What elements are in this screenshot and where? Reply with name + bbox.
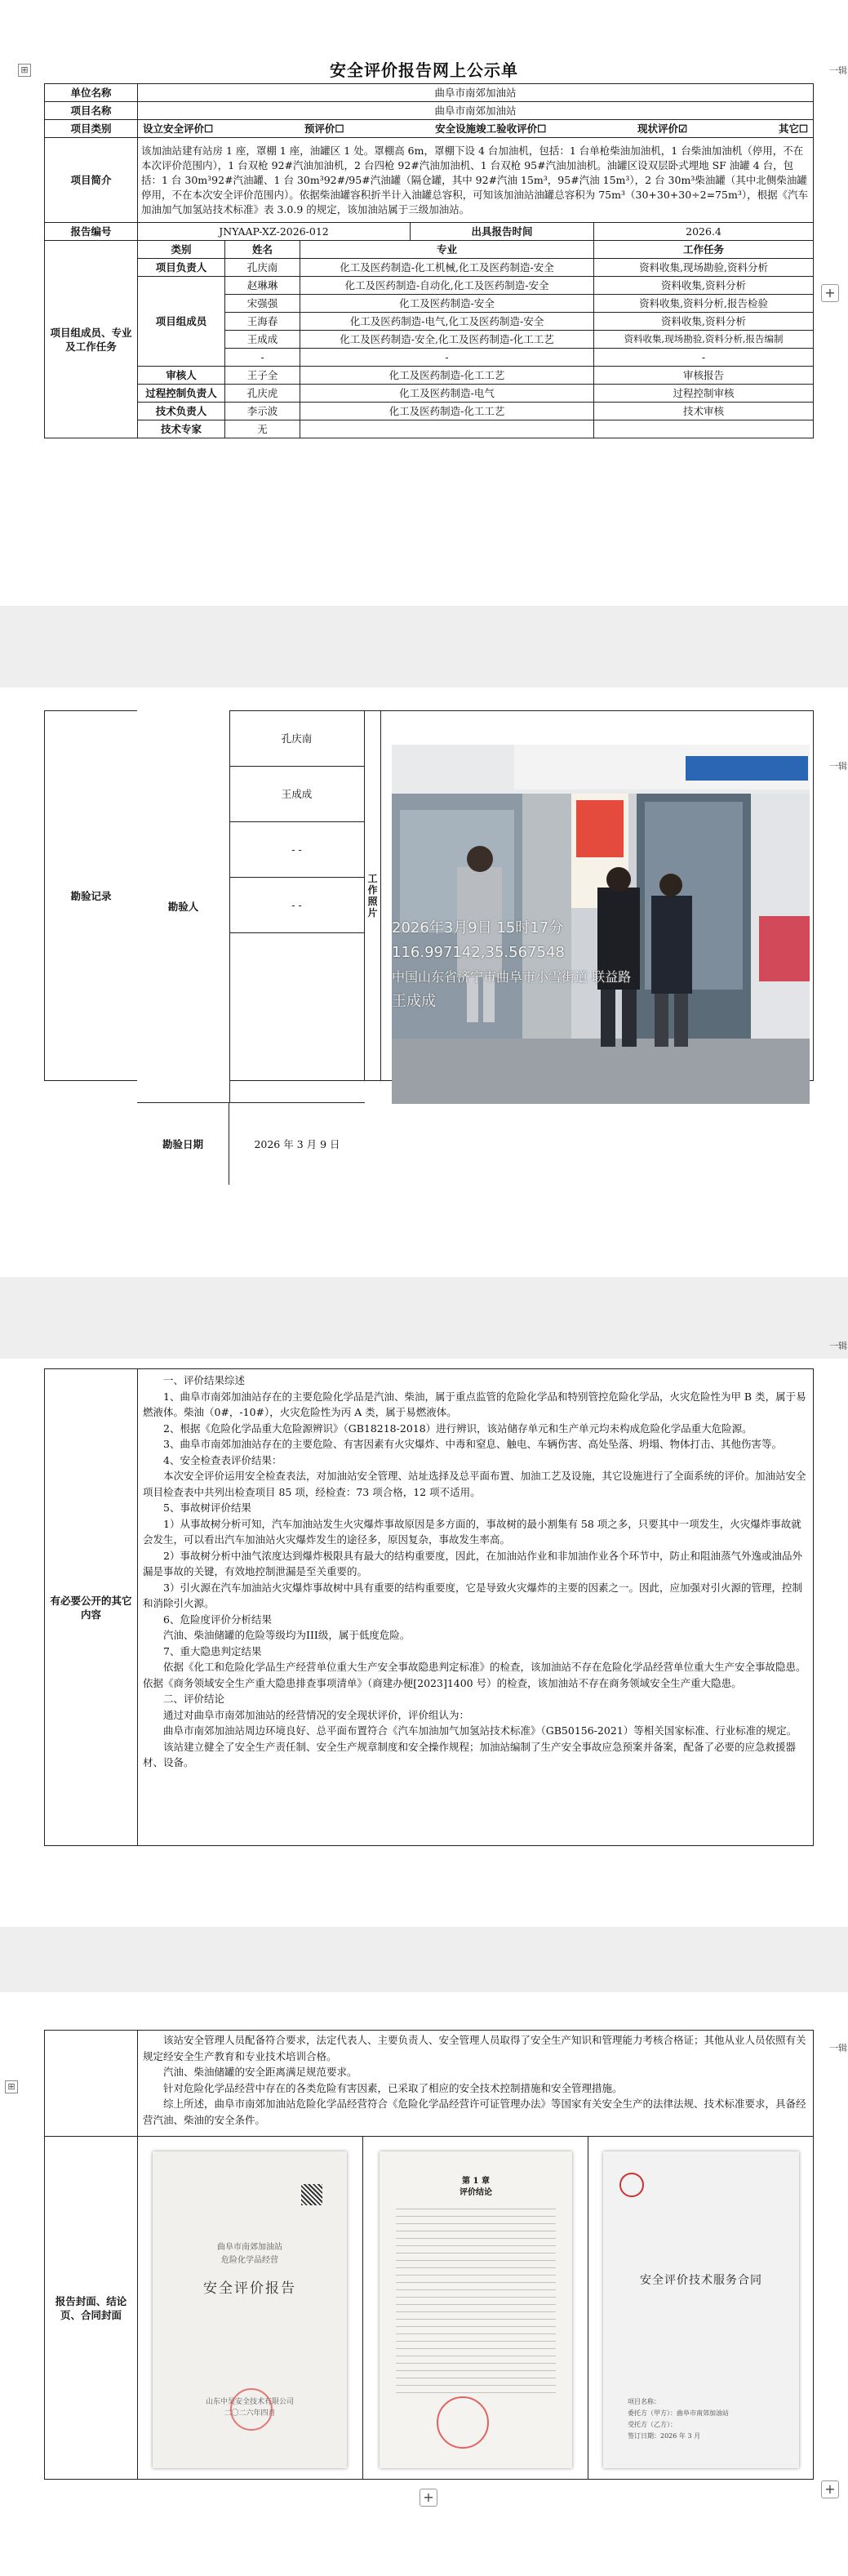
cover-date: 二〇二六年四月: [224, 2409, 276, 2418]
team-row-major: [300, 420, 594, 438]
content-paragraph: 综上所述，曲阜市南郊加油站危险化学品经营符合《危险化学品经营许可证管理办法》等国家有关安全生产的法律法规、技术标准要求，具备经营汽油、柴油的安全条件。: [143, 2098, 806, 2126]
page-title: 安全评价报告网上公示单: [330, 60, 518, 80]
team-row-task: [594, 420, 814, 438]
conclusion-page-image: [380, 2151, 572, 2468]
team-row-category: 项目负责人: [138, 259, 225, 277]
content-paragraph: 2、根据《危险化学品重大危险源辨识》（GB18218-2018）进行辨识，该站储存单元和生产单元均未构成危险化学品重大危险源。: [163, 1421, 753, 1435]
team-row-category: 技术负责人: [138, 403, 225, 420]
team-row-major: 化工及医药制造-安全: [300, 295, 594, 313]
team-header: 专业: [300, 241, 594, 259]
add-column-button[interactable]: +: [821, 2480, 839, 2498]
project-label: 项目名称: [45, 102, 138, 120]
page-separator: [0, 1927, 848, 1992]
team-row-category: 审核人: [138, 367, 225, 385]
category-option[interactable]: 设立安全评价☐: [143, 122, 214, 135]
team-header: 类别: [138, 241, 225, 259]
team-row-task: 资料收集,现场勘验,资料分析,报告编制: [594, 331, 814, 349]
team-header: 工作任务: [594, 241, 814, 259]
seal-icon: [230, 2388, 273, 2431]
surveyor-name: - -: [229, 822, 365, 878]
category-option[interactable]: 预评价☐: [304, 122, 344, 135]
team-row-name: 王成成: [225, 331, 300, 349]
table-move-handle[interactable]: ⊞: [5, 2080, 18, 2093]
conclusion-body: [138, 2031, 814, 2137]
team-row-category: 项目组成员: [138, 277, 225, 367]
contract-cover-cell: [588, 2137, 814, 2480]
report-date-label: 出具报告时间: [411, 223, 594, 241]
unit-label: 单位名称: [45, 84, 138, 102]
work-photo-label: 工作照片: [365, 711, 381, 1081]
survey-record-label: 勘验记录: [45, 711, 138, 1081]
team-row-name: 李示波: [225, 403, 300, 420]
edge-mark: 一辑: [829, 761, 847, 772]
content-paragraph: 该站安全管理人员配备符合要求，法定代表人、主要负责人、安全管理人员取得了安全生产知识和管理能力考核合格证；其他从业人员依照有关规定经安全生产教育和专业技术培训合格。: [143, 2034, 806, 2062]
edge-mark: 一辑: [829, 2043, 847, 2053]
chapter-number: 第 1 章: [462, 2177, 490, 2186]
unit-value: 曲阜市南郊加油站: [138, 84, 814, 102]
team-row-major: -: [300, 349, 594, 367]
team-row-major: 化工及医药制造-化工机械,化工及医药制造-安全: [300, 259, 594, 277]
category-options: [138, 120, 814, 138]
contract-field: 签订日期：2026 年 3 月: [628, 2432, 701, 2440]
content-paragraph: 该站建立健全了安全生产责任制、安全生产规章制度和安全操作规程；加油站编制了生产安全事故应急预案并备案，配备了必要的应急救援器材、设备。: [143, 1740, 797, 1768]
team-row-category: 过程控制负责人: [138, 385, 225, 403]
cover-subtitle: 危险化学品经营: [221, 2256, 278, 2265]
other-content-table: [44, 1368, 814, 1846]
team-row-name: 孔庆虎: [225, 385, 300, 403]
team-row-task: -: [594, 349, 814, 367]
add-row-button[interactable]: +: [821, 284, 839, 302]
team-label: 项目组成员、专业及工作任务: [45, 241, 138, 438]
report-no-value: JNYAAP-XZ-2026-012: [138, 223, 411, 241]
content-paragraph: 依据《化工和危险化学品生产经营单位重大生产安全事故隐患判定标准》的检查，该加油站不存在危险化学品经营单位重大生产安全事故隐患。依据《商务领域安全生产重大隐患排查事项清单》（商建办便[2023]1400 号）的检查，该加油站不存在商务领域安全生产重大隐患。: [143, 1661, 806, 1689]
report-cover-cell: [138, 2137, 363, 2480]
cover-title: 安全评价报告: [203, 2280, 296, 2297]
brief-text: 该加油站建有站房 1 座，罩棚 1 座，油罐区 1 处。罩棚高 6m，罩棚下设 4 台加油机，包括：1 台单枪柴油加油机，1 台柴油加油机（停用，不在本次评价范围内），1 台双枪 92#汽油加油机，2 台四枪 92#汽油加油机、1 台双枪 95#汽油加油机。油罐区设双层卧式埋地 SF 油罐 4 台，包括：1 台 30m³92#汽油罐、1 台 30m³92#/95#汽油罐（隔仓罐，其中 92#汽油 15m³，95#汽油 15m³），2 台 30m³柴油罐（其中北侧柴油罐停用，不在本次安全评价范围内）。依据柴油罐容积折半计入油罐总容积，可知该加油站油罐总容积为 75m³（30+30+30÷2=75m³），根据《汽车加油加气加氢站技术标准》表 3.0.9 的规定，该加油站属于三级加油站。: [138, 138, 814, 223]
team-row-major: 化工及医药制造-化工工艺: [300, 367, 594, 385]
team-row-name: 赵琳琳: [225, 277, 300, 295]
photo-timestamp: 2026年3月9日 15时17分: [392, 919, 564, 937]
team-row-major: 化工及医药制造-安全,化工及医药制造-化工工艺: [300, 331, 594, 349]
content-paragraph: 1）从事故树分析可知，汽车加油站发生火灾爆炸事故原因是多方面的，事故树的最小割集有 58 项之多，只要其中一项发生，火灾爆炸事故就会发生，可以看出汽车加油站火灾爆炸发生的途径多，原因复杂，事故发生率高。: [143, 1517, 801, 1546]
cover-table: [44, 2030, 814, 2480]
team-row-task: 资料收集,资料分析: [594, 277, 814, 295]
work-photo: [392, 745, 810, 1104]
category-label: 项目类别: [45, 120, 138, 138]
team-row-name: 孔庆南: [225, 259, 300, 277]
edge-mark: 一辑: [829, 65, 847, 76]
content-paragraph: 一、评价结果综述: [163, 1374, 246, 1386]
contract-field: 项目名称：: [628, 2398, 660, 2405]
content-paragraph: 2）事故树分析中油气浓度达到爆炸极限具有最大的结构重要度，因此，在加油站作业和非加油作业各个环节中，防止和阻油蒸气外逸或油品外漏是事故的关键，有效地控制泄漏是至关重要的。: [143, 1549, 802, 1577]
page-separator: [0, 606, 848, 687]
add-row-button[interactable]: +: [420, 2489, 437, 2507]
team-row-name: -: [225, 349, 300, 367]
content-paragraph: 本次安全评价运用安全检查表法，对加油站安全管理、站址选择及总平面布置、加油工艺及设施，其它设施进行了全面系统的评价。加油站安全项目检查表中共列出检查项目 85 项，经检查：73 项合格，12 项不适用。: [143, 1470, 806, 1498]
team-row-name: 无: [225, 420, 300, 438]
content-paragraph: 1、曲阜市南郊加油站存在的主要危险化学品是汽油、柴油，属于重点监管的危险化学品和特别管控危险化学品，火灾危险性为甲 B 类，属于易燃液体。柴油（0#，-10#），火灾危险性为丙 A 类，属于易燃液体。: [143, 1390, 806, 1418]
surveyor-name: 孔庆南: [229, 711, 365, 767]
report-no-label: 报告编号: [45, 223, 138, 241]
team-row-category: 技术专家: [138, 420, 225, 438]
content-paragraph: 3）引火源在汽车加油站火灾爆炸事故树中具有重要的结构重要度，它是导致火灾爆炸的主要的因素之一。因此，应加强对引火源的管理，控制和消除引火源。: [143, 1581, 802, 1609]
edge-mark: 一辑: [829, 1341, 847, 1351]
project-value: 曲阜市南郊加油站: [138, 102, 814, 120]
content-paragraph: 7、重大隐患判定结果: [163, 1644, 262, 1657]
content-paragraph: 6、危险度评价分析结果: [163, 1613, 272, 1626]
contract-field: 委托方（甲方）：曲阜市南郊加油站: [628, 2409, 729, 2417]
brief-label: 项目简介: [45, 138, 138, 223]
photo-location: 中国山东省济宁市曲阜市小雪街道 联益路: [392, 969, 632, 985]
cover-subtitle: 曲阜市南郊加油站: [217, 2243, 282, 2252]
seal-icon: [437, 2396, 489, 2449]
survey-date-value: 2026 年 3 月 9 日: [254, 1138, 340, 1150]
team-row-name: 王海春: [225, 313, 300, 331]
disclosure-table: [44, 83, 814, 438]
team-row-major: 化工及医药制造-电气: [300, 385, 594, 403]
table-move-handle[interactable]: ⊞: [18, 64, 31, 77]
report-cover-image: [153, 2151, 347, 2468]
content-paragraph: 汽油、柴油储罐的安全距离满足规范要求。: [163, 2066, 357, 2078]
cover-label: 报告封面、结论页、合同封面: [45, 2137, 138, 2480]
content-paragraph: 5、事故树评价结果: [163, 1502, 251, 1514]
team-row-task: 审核报告: [594, 367, 814, 385]
team-row-name: 宋强强: [225, 295, 300, 313]
category-option[interactable]: 其它☐: [778, 122, 809, 135]
qr-code-icon: [301, 2184, 322, 2205]
category-option[interactable]: 现状评价☑: [637, 122, 688, 135]
team-row-major: 化工及医药制造-化工工艺: [300, 403, 594, 420]
team-row-name: 王子全: [225, 367, 300, 385]
content-paragraph: 汽油、柴油储罐的危险等级均为III级，属于低度危险。: [163, 1629, 411, 1641]
chapter-title: 评价结论: [460, 2188, 492, 2197]
content-paragraph: 针对危险化学品经营中存在的各类危险有害因素，已采取了相应的安全技术控制措施和安全管理措施。: [163, 2081, 623, 2094]
team-row-task: 技术审核: [594, 403, 814, 420]
cover-company: 山东中昊安全技术有限公司: [205, 2398, 294, 2406]
emblem-icon: [619, 2173, 644, 2197]
surveyor-name: - -: [229, 878, 365, 933]
surveyor-label-block: 勘验人: [137, 710, 230, 1102]
surveyor-name: 王成成: [229, 767, 365, 822]
contract-field: 受托方（乙方）：: [628, 2421, 677, 2428]
category-option[interactable]: 安全设施竣工验收评价☐: [435, 122, 547, 135]
other-content-body: [138, 1369, 814, 1846]
contract-title: 安全评价技术服务合同: [640, 2274, 762, 2287]
contract-cover-image: [603, 2151, 799, 2468]
team-row-task: 资料收集,资料分析,报告检验: [594, 295, 814, 313]
team-row-major: 化工及医药制造-电气,化工及医药制造-安全: [300, 313, 594, 331]
content-paragraph: 二、评价结论: [163, 1693, 225, 1705]
photo-author: 王成成: [392, 993, 436, 1010]
report-date-value: 2026.4: [594, 223, 814, 241]
team-header: 姓名: [225, 241, 300, 259]
team-row-task: 资料收集,资料分析: [594, 313, 814, 331]
survey-date-label: 勘验日期: [137, 1103, 229, 1185]
team-row-major: 化工及医药制造-自动化,化工及医药制造-安全: [300, 277, 594, 295]
other-content-label: 有必要公开的其它内容: [45, 1369, 138, 1846]
page-separator: [0, 1277, 848, 1359]
survey-date-row: [137, 1102, 365, 1185]
content-paragraph: 4、安全检查表评价结果：: [163, 1453, 282, 1466]
team-row-task: 过程控制审核: [594, 385, 814, 403]
content-paragraph: 3、曲阜市南郊加油站存在的主要危险、有害因素有火灾爆炸、中毒和窒息、触电、车辆伤害、高处坠落、坍塌、物体打击、其他伤害等。: [163, 1438, 782, 1450]
content-paragraph: 通过对曲阜市南郊加油站的经营情况的安全现状评价，评价组认为：: [163, 1708, 470, 1721]
photo-coordinates: 116.997142,35.567548: [392, 944, 565, 961]
team-row-task: 资料收集,现场勘验,资料分析: [594, 259, 814, 277]
conclusion-page-cell: [363, 2137, 588, 2480]
content-paragraph: 曲阜市南郊加油站周边环境良好、总平面布置符合《汽车加油加气加氢站技术标准》（GB50156-2021）等相关国家标准、行业标准的规定。: [163, 1724, 797, 1737]
